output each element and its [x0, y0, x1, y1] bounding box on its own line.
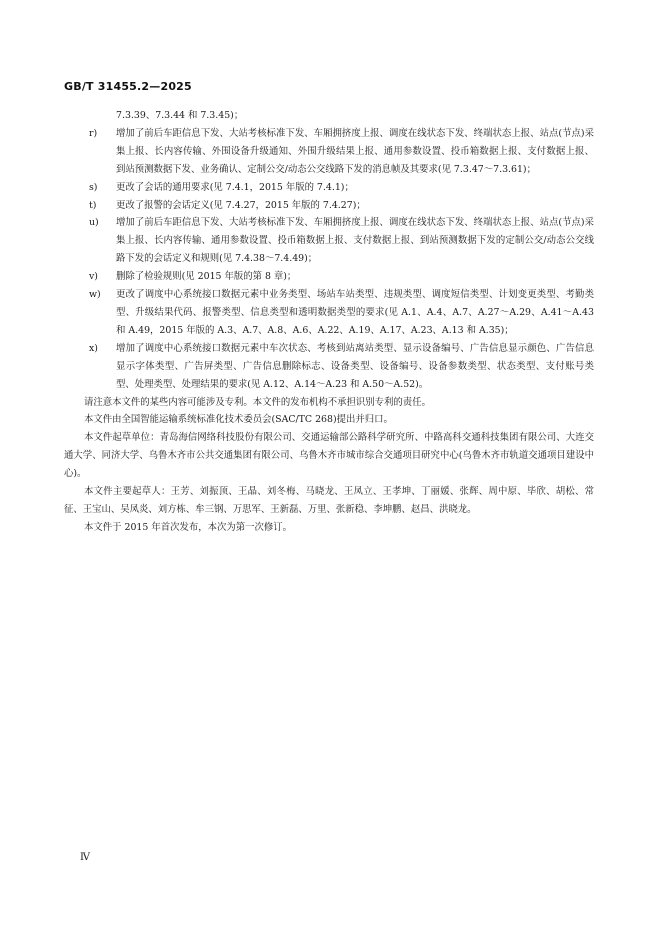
list-item-text: 更改了报警的会话定义(见 7.4.27，2015 年版的 7.4.27)；	[116, 199, 366, 211]
foreword-body	[64, 107, 594, 537]
list-marker: u)	[89, 217, 99, 229]
list-item-u	[64, 214, 594, 268]
page-number: Ⅳ	[80, 852, 90, 863]
list-item-text: 更改了会话的通用要求(见 7.4.1，2015 年版的 7.4.1)；	[116, 181, 354, 193]
list-item-text: 增加了前后车距信息下发、大站考核标准下发、车厢拥挤度上报、调度在线状态下发、终端状态上报、站点(节点)采集上报、长内容传输、外围设备升级通知、外围升级结果上报、通用参数设置、投币箱数据上报、支付数据上报、到站预测数据下发、业务确认、定制公交/动态公交线路下发的消息帧及其要求(见 7.3.47～7.3.61)；	[116, 127, 594, 175]
standard-code-header: GB/T 31455.2—2025	[64, 80, 192, 93]
list-marker: v)	[89, 271, 98, 283]
list-marker: x)	[89, 342, 98, 354]
list-item-x	[64, 340, 594, 394]
list-item-t	[64, 197, 594, 215]
proposer-statement: 本文件由全国智能运输系统标准化技术委员会(SAC/TC 268)提出并归口。	[84, 414, 393, 426]
list-item-text: 增加了前后车距信息下发、大站考核标准下发、车厢拥挤度上报、调度在线状态下发、终端状态上报、站点(节点)采集上报、长内容传输、通用参数设置、投币箱数据上报、支付数据上报、到站预测数据下发的定制公交/动态公交线路下发的会话定义和规则(见 7.4.38～7.4.49)；	[116, 217, 594, 265]
list-marker: s)	[89, 181, 98, 193]
drafters-list: 本文件主要起草人：王芳、刘振顶、王晶、刘冬梅、马晓龙、王凤立、王孝坤、丁丽媛、张辉、周中原、毕欣、胡松、常征、王宝山、吴凤炎、刘方栋、牟三钢、万思军、王新磊、万里、张新稳、李坤鹏、赵昌、洪晓龙。	[64, 486, 594, 515]
list-item-text: 删除了检验规则(见 2015 年版的第 8 章)；	[116, 271, 297, 283]
list-continuation: 7.3.39、7.3.44 和 7.3.45)；	[116, 110, 244, 121]
list-item-v	[64, 268, 594, 286]
list-item-text: 更改了调度中心系统接口数据元素中业务类型、场站车站类型、违规类型、调度短信类型、计划变更类型、考勤类型、升级结果代码、报警类型、信息类型和透明数据类型的要求(见 A.1、A.4、A.7、A.27～A.29、A.41～A.43 和 A.49，2015 年版的 A.3、A.7、A.8、A.6、A.22、A.19、A.17、A.23、A.13 和 A.35)；	[116, 289, 594, 336]
list-item-s	[64, 179, 594, 197]
patent-notice: 请注意本文件的某些内容可能涉及专利。本文件的发布机构不承担识别专利的责任。	[84, 396, 431, 408]
list-item-r	[64, 125, 594, 179]
list-marker: w)	[89, 289, 101, 301]
list-marker: t)	[89, 199, 97, 211]
list-marker: r)	[89, 127, 98, 139]
list-item-text: 增加了调度中心系统接口数据元素中车次状态、考核到站离站类型、显示设备编号、广告信息显示颜色、广告信息显示字体类型、广告屏类型、广告信息删除标志、设备类型、设备编号、设备参数类型、状态类型、支付账号类型、处理类型、处理结果的要求(见 A.12、A.14～A.23 和 A.50～A.52)。	[116, 342, 594, 390]
drafting-organizations: 本文件起草单位：青岛海信网络科技股份有限公司、交通运输部公路科学研究所、中路高科交通科技集团有限公司、大连交通大学、同济大学、乌鲁木齐市公共交通集团有限公司、乌鲁木齐市城市综合交通项目研究中心(乌鲁木齐市轨道交通项目建设中心)。	[64, 432, 594, 480]
list-item-w	[64, 286, 594, 340]
publication-history: 本文件于 2015 年首次发布，本次为第一次修订。	[84, 521, 292, 533]
